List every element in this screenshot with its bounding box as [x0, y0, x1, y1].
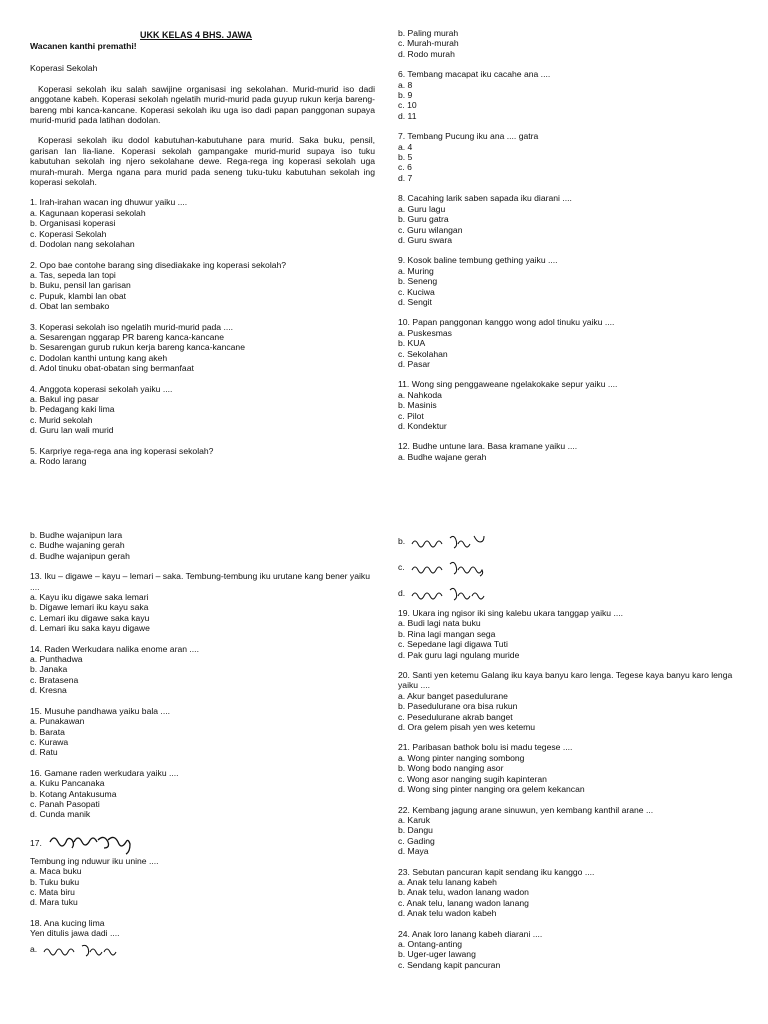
page-top-half: [0, 0, 768, 500]
answer-option[interactable]: a. 4: [398, 141, 413, 152]
answer-option[interactable]: b. Sesarengan gurub rukun kerja bareng kanca-kancane: [30, 342, 245, 353]
answer-option[interactable]: a. Budhe wajane gerah: [398, 451, 487, 462]
question: [398, 670, 743, 732]
answer-option[interactable]: c. Murid sekolah: [30, 414, 93, 425]
question: [398, 805, 743, 857]
answer-option[interactable]: d. Pasar: [398, 358, 431, 369]
question: [30, 384, 375, 436]
answer-option[interactable]: d. Kresna: [30, 685, 67, 696]
answer-option[interactable]: b. Anak telu, wadon lanang wadon: [398, 887, 529, 898]
answer-option[interactable]: b. Guru gatra: [398, 214, 449, 225]
question: [30, 571, 375, 633]
answer-option[interactable]: a. Akur banget pasedulurane: [398, 690, 508, 701]
answer-option[interactable]: [398, 582, 743, 604]
question-text: 18. Ana kucing lima: [30, 917, 105, 928]
answer-option[interactable]: d. Mara tuku: [30, 897, 78, 908]
instruction: Wacanen kanthi premathi!: [30, 41, 137, 51]
question-text: 15. Musuhe pandhawa yaiku bala ....: [30, 705, 170, 716]
reading-paragraph-1: Koperasi sekolah iku salah sawijine organisasi ing sekolahan. Murid-murid iso dadi anggotane kabeh. Koperasi sekolah ngelatih murid-murid pada guyup rukun kerja bareng-bareng mbi kanca-kancane. Koperasi sekolah iku uga iso dadi papan panggonan supaya murid-murid pada latihan dodolan.: [30, 83, 375, 126]
answer-option[interactable]: a. Sesarengan nggarap PR bareng kanca-kancane: [30, 331, 224, 342]
question: [398, 193, 743, 245]
answer-option[interactable]: c. Mata biru: [30, 886, 75, 897]
option-letter: a.: [30, 944, 38, 955]
answer-option[interactable]: d. Anak telu wadon kabeh: [398, 908, 497, 919]
answer-option[interactable]: b. Digawe lemari iku kayu saka: [30, 602, 149, 613]
answer-option[interactable]: a. Kayu iku digawe saka lemari: [30, 592, 149, 603]
question-text: 16. Gamane raden werkudara yaiku ....: [30, 767, 179, 778]
javanese-script-image: [410, 582, 490, 604]
answer-option[interactable]: a. Punakawan: [30, 716, 85, 727]
question-text: 10. Papan panggonan kanggo wong adol tinuku yaiku ....: [398, 317, 615, 328]
answer-option[interactable]: c. Koperasi Sekolah: [30, 228, 107, 239]
answer-option[interactable]: b. Pedagang kaki lima: [30, 404, 115, 415]
answer-option[interactable]: b. Pasedulurane ora bisa rukun: [398, 701, 518, 712]
answer-option[interactable]: a. Rodo larang: [30, 456, 87, 466]
question-text: 2. Opo bae contohe barang sing disediakake ing koperasi sekolah?: [30, 259, 287, 270]
reading-paragraph-2: Koperasi sekolah iku dodol kabutuhan-kabutuhane para murid. Saka buku, pensil, garisan lan lia-liane. Koperasi sekolah gampangake murid-murid supaya iso tuku kabutuhan sekolah ing njero sekolahane dewe. Rega-rega ing koperasi sekolah uga murah-murah. Merga ngana para murid pada seneng tuku-tuku kabutuhan sekolah ing koperasi sekolah.: [30, 135, 375, 188]
answer-option[interactable]: a. Nahkoda: [398, 389, 442, 400]
q12-continued-options: [30, 530, 375, 561]
answer-option[interactable]: d. Cunda manik: [30, 809, 91, 820]
answer-option[interactable]: [398, 530, 743, 552]
answer-option[interactable]: c. Panah Pasopati: [30, 798, 100, 809]
page-bottom-half: [0, 500, 768, 1024]
question-text: 23. Sebutan pancuran kapit sendang iku kanggo ....: [398, 866, 595, 877]
question: [30, 446, 375, 467]
answer-option[interactable]: d. Sengit: [398, 296, 432, 307]
answer-option[interactable]: d. Wong sing pinter nanging ora gelem kekancan: [398, 784, 585, 795]
question-text: 24. Anak loro lanang kabeh diarani ....: [398, 928, 543, 939]
question: [30, 768, 375, 820]
answer-option[interactable]: c. Kurawa: [30, 736, 69, 747]
answer-option[interactable]: a. Kagunaan koperasi sekolah: [30, 207, 146, 218]
javanese-script-image: [410, 530, 490, 552]
question: [30, 706, 375, 758]
question-text: 1. Irah-irahan wacan ing dhuwur yaiku ....: [30, 197, 188, 208]
answer-option[interactable]: b. Tuku buku: [30, 876, 80, 887]
question-17: [30, 856, 375, 908]
answer-option[interactable]: b. 5: [398, 152, 413, 163]
question-text: 21. Paribasan bathok bolu isi madu tegese ....: [398, 742, 573, 753]
question-text: 19. Ukara ing ngisor iki sing kalebu ukara tanggap yaiku ....: [398, 608, 623, 618]
answer-option[interactable]: c. Budhe wajaning gerah: [30, 540, 125, 551]
answer-option[interactable]: a. Budi lagi nata buku: [398, 618, 481, 629]
question-text: 3. Koperasi sekolah iso ngelatih murid-murid pada ....: [30, 321, 234, 332]
option-letter: d.: [398, 587, 406, 598]
question: [398, 255, 743, 307]
answer-option[interactable]: b. Budhe wajanipun lara: [30, 530, 123, 540]
answer-option[interactable]: c. Anak telu, lanang wadon lanang: [398, 897, 529, 908]
bottom-right-column: [398, 530, 743, 970]
question-text: 20. Santi yen ketemu Galang iku kaya banyu karo lenga. Tegese kaya banyu karo lenga yaiku ....: [398, 670, 733, 691]
answer-option[interactable]: a. Punthadwa: [30, 654, 83, 665]
answer-option[interactable]: c. Bratasena: [30, 674, 79, 685]
answer-option[interactable]: a. Guru lagu: [398, 203, 446, 214]
answer-option[interactable]: c. Pupuk, klambi lan obat: [30, 290, 127, 301]
answer-option[interactable]: c. Sendang kapit pancuran: [398, 959, 501, 970]
question-text: 22. Kembang jagung arane sinuwun, yen kembang kanthil arane ...: [398, 804, 654, 815]
question: [30, 260, 375, 312]
answer-option[interactable]: d. 11: [398, 110, 417, 121]
question: [398, 69, 743, 121]
answer-option[interactable]: d. Budhe wajanipun gerah: [30, 550, 130, 561]
question: [398, 867, 743, 919]
answer-option[interactable]: c. Murah-murah: [398, 38, 459, 49]
question-text: 14. Raden Werkudara nalika enome aran ....: [30, 643, 199, 654]
answer-option[interactable]: a. Kuku Pancanaka: [30, 778, 105, 789]
answer-option[interactable]: c. Sepedane lagi digawa Tuti: [398, 639, 508, 650]
answer-option[interactable]: a. Anak telu lanang kabeh: [398, 876, 497, 887]
answer-option[interactable]: b. Rina lagi mangan sega: [398, 628, 496, 639]
answer-option[interactable]: b. 9: [398, 90, 413, 101]
top-right-questions: [398, 69, 743, 462]
question-text: 7. Tembang Pucung iku ana .... gatra: [398, 131, 539, 142]
question-text: 11. Wong sing penggaweane ngelakokake sepur yaiku ....: [398, 379, 618, 390]
answer-option[interactable]: d. Obat lan sembako: [30, 301, 110, 312]
answer-option[interactable]: b. Uger-uger lawang: [398, 949, 476, 960]
answer-option[interactable]: a. Puskesmas: [398, 327, 452, 338]
javanese-script-image: [42, 939, 122, 961]
question: [30, 644, 375, 696]
question-text: 9. Kosok baline tembung gething yaiku ....: [398, 255, 558, 266]
answer-option[interactable]: d. Dodolan nang sekolahan: [30, 239, 135, 250]
question-text: 4. Anggota koperasi sekolah yaiku ....: [30, 383, 173, 394]
question: [30, 197, 375, 249]
answer-option[interactable]: a. Wong pinter nanging sombong: [398, 752, 525, 763]
answer-option[interactable]: b. Kotang Antakusuma: [30, 788, 117, 799]
answer-option[interactable]: b. Organisasi koperasi: [30, 218, 116, 229]
javanese-script-image: [48, 830, 138, 856]
answer-option[interactable]: d. Adol tinuku obat-obatan sing bermanfaat: [30, 363, 194, 374]
bottom-left-questions: [30, 571, 375, 820]
option-letter: b.: [398, 535, 406, 546]
answer-option[interactable]: a. Tas, sepeda lan topi: [30, 269, 116, 280]
answer-option[interactable]: b. Dangu: [398, 825, 433, 836]
question: [398, 929, 743, 971]
bottom-left-column: [30, 530, 375, 965]
answer-option[interactable]: b. Seneng: [398, 276, 438, 287]
answer-option[interactable]: a. Ontang-anting: [398, 938, 463, 949]
answer-option[interactable]: c. Dodolan kanthi untung kang akeh: [30, 352, 168, 363]
answer-option[interactable]: d. Ratu: [30, 747, 58, 758]
javanese-script-image: [410, 556, 490, 578]
question-17-number: 17.: [30, 837, 42, 848]
page-title: UKK KELAS 4 BHS. JAWA: [140, 30, 253, 40]
question-text: 6. Tembang macapat iku cacahe ana ....: [398, 69, 551, 80]
answer-option[interactable]: c. Pesedulurane akrab banget: [398, 711, 513, 722]
answer-option[interactable]: a. 8: [398, 79, 413, 90]
answer-option[interactable]: b. Barata: [30, 726, 65, 737]
answer-option[interactable]: a. Karuk: [398, 814, 431, 825]
answer-option[interactable]: d. Guru swara: [398, 234, 452, 245]
answer-option[interactable]: d. Guru lan wali murid: [30, 425, 114, 436]
top-left-column: [30, 28, 375, 466]
answer-option[interactable]: c. Pilot: [398, 410, 424, 421]
question: [398, 379, 743, 431]
question-text: Tembung ing nduwur iku unine ....: [30, 855, 159, 866]
question: [398, 131, 743, 183]
answer-option[interactable]: d. 7: [398, 172, 413, 183]
question-text: 13. Iku – digawe – kayu – lemari – saka. Tembung-tembung iku urutane kang bener yaiku ....: [30, 571, 370, 592]
answer-option[interactable]: c. 10: [398, 100, 417, 111]
answer-option[interactable]: b. Masinis: [398, 400, 437, 411]
answer-option[interactable]: [30, 939, 375, 961]
answer-option[interactable]: c. 6: [398, 162, 412, 173]
bottom-right-questions: [398, 608, 743, 970]
q5-continued-options: [398, 28, 743, 59]
answer-option[interactable]: b. Janaka: [30, 664, 68, 675]
answer-option[interactable]: d. Maya: [398, 846, 429, 857]
answer-option[interactable]: a. Bakul ing pasar: [30, 393, 99, 404]
question: [398, 317, 743, 369]
question: [398, 742, 743, 794]
answer-option[interactable]: c. Wong asor nanging sugih kapinteran: [398, 773, 547, 784]
answer-option[interactable]: c. Lemari iku digawe saka kayu: [30, 612, 150, 623]
top-right-column: [398, 28, 743, 462]
question-text: 12. Budhe untune lara. Basa kramane yaiku ....: [398, 441, 578, 452]
answer-option[interactable]: d. Pak guru lagi ngulang muride: [398, 649, 520, 660]
question-text: 8. Cacahing larik saben sapada iku diarani ....: [398, 193, 572, 204]
question-18: [30, 918, 375, 961]
answer-option[interactable]: b. Paling murah: [398, 28, 459, 38]
answer-option[interactable]: d. Kondektur: [398, 421, 447, 431]
answer-option[interactable]: a. Muring: [398, 265, 434, 276]
answer-option[interactable]: c. Guru wilangan: [398, 224, 463, 235]
top-left-questions: [30, 197, 375, 466]
question: [398, 441, 743, 462]
question: [398, 608, 743, 660]
answer-option[interactable]: d. Lemari iku saka kayu digawe: [30, 623, 150, 634]
option-letter: c.: [398, 561, 405, 572]
answer-option[interactable]: c. Sekolahan: [398, 348, 448, 359]
answer-option[interactable]: d. Ora gelem pisah yen wes ketemu: [398, 722, 536, 733]
answer-option[interactable]: a. Maca buku: [30, 866, 82, 877]
reading-title: Koperasi Sekolah: [30, 63, 98, 74]
answer-option[interactable]: d. Rodo murah: [398, 48, 455, 59]
question-text: Yen ditulis jawa dadi ....: [30, 928, 120, 939]
answer-option[interactable]: b. Wong bodo nanging asor: [398, 763, 504, 774]
question-17-header: [30, 830, 375, 856]
answer-option[interactable]: [398, 556, 743, 578]
question-text: 5. Karpriye rega-rega ana ing koperasi sekolah?: [30, 445, 214, 456]
answer-option[interactable]: c. Kuciwa: [398, 286, 435, 297]
answer-option[interactable]: b. KUA: [398, 338, 426, 349]
question: [30, 322, 375, 374]
answer-option[interactable]: b. Buku, pensil lan garisan: [30, 280, 131, 291]
answer-option[interactable]: c. Gading: [398, 835, 435, 846]
